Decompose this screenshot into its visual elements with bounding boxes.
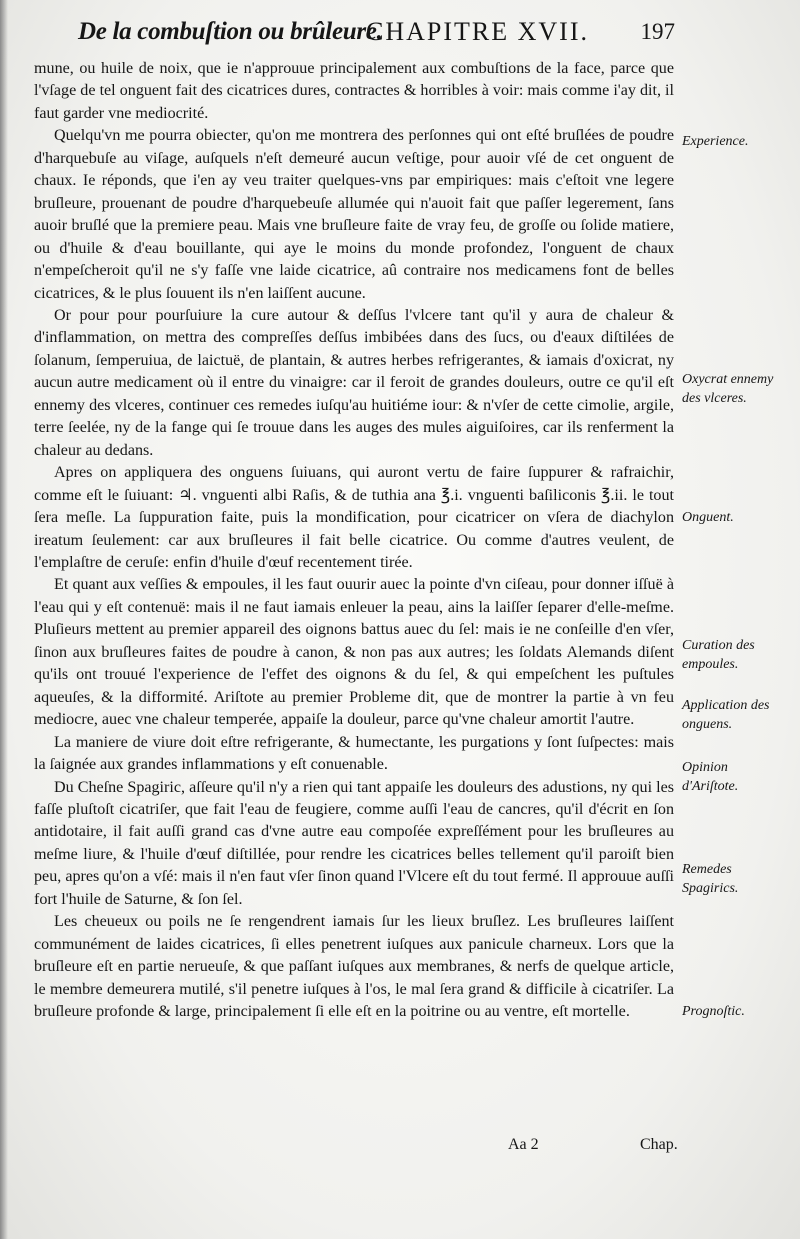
paragraph-empoules: Et quant aux veſſies & empoules, il les faut ouurir auec la pointe d'vn ciſeau, pour donner iſſuë à l'eau qui y eſt contenuë: mais il ne faut iamais enleuer la peau, ains la laiſſer ſeparer d'elle-meſme. Pluſieurs mettent au premier appareil des oignons battus auec du ſel: mais ie ne conſeille d'en vſer, ſinon aux bruſleures faites de poudre à canon, & non pas aux autres; les ſoldats Alemands diſent qu'ils ont trouué l'experience de l'effet des oignons & du ſel, & qui empeſchent les puſtules aqueuſes, & la difformité. Ariſtote au premier Probleme dit, que de montrer la partie à vn feu mediocre, auec vne chaleur temperée, appaiſe la douleur, parce qu'vne chaleur amortit l'autre.	[34, 576, 674, 729]
paragraph-experience: Quelqu'vn me pourra obiecter, qu'on me montrera des perſonnes qui ont eſté bruſlées de poudre d'harquebuſe au viſage, auſquels n'eſt demeuré aucun veſtige, pour auoir vſé de cet onguent de chaux. Ie réponds, que i'en ay veu traiter quelques-vns par empiriques: mais c'eſtoit vne legere bruſleure, prouenant de poudre d'harquebeuſe allumée qui n'auoit fait que paſſer legerement, ſans auoir bruſlé que la premiere peau. Mais vne bruſleure faite de vray feu, de groſſe ou ſolide matiere, ou d'huile & d'eau bouillante, qui aye le moins du monde profondez, l'onguent de chaux n'empeſcheroit qu'il ne s'y faſſe vne laide cicatrice, aû contraire nos medicamens font de belles cicatrices, & le plus ſouuent ils n'en laiſſent aucune.	[34, 127, 674, 302]
paragraph-spagiric: Du Cheſne Spagiric, aſſeure qu'il n'y a rien qui tant appaiſe les douleurs des adustions, ny qui les faſſe pluſtoſt cicatriſer, que fait l'eau de feugiere, comme auſſi l'eau de cancres, qu'il d'écrit en ſon antidotaire, il fait auſſi grand cas d'vne autre eau compoſée expreſſément pour les bruſleures au meſme liure, & l'huile d'œuf diſtillée, pour rendre les cicatrices belles tellement qu'il paroiſt bien peu, apres qu'on a vſé: mais il n'en faut vſer ſinon quand l'Vlcere eſt du tout fermé. Il approuue auſſi fort l'huile de Saturne, & ſon ſel.	[34, 778, 674, 908]
margin-note-remedes: Remedes Spagirics.	[682, 862, 739, 896]
main-text	[34, 58, 674, 1023]
margin-note-onguent: Onguent.	[682, 510, 734, 525]
catchword: Chap.	[640, 1136, 678, 1153]
chapter-heading: CHAPITRE XVII.	[366, 17, 589, 46]
paragraph-regime: La maniere de viure doit eſtre refrigerante, & humectante, les purgations y ſont ſuſpectes: mais la ſaignée aux grandes inflammations y eſt conuenable.	[34, 733, 674, 774]
paragraph-continuation: mune, ou huile de noix, que ie n'approuue principalement aux combuſtions de la face, parce que l'vſage de tel onguent fait des cicatrices dures, contractes & horribles à voir: mais comme i'ay dit, il faut garder vne mediocrité.	[34, 60, 674, 122]
margin-note-application: Application des onguens.	[682, 698, 770, 732]
page-number: 197	[640, 19, 675, 44]
running-title: De la combuſtion ou brûleure.	[78, 18, 383, 45]
margin-note-prognostic: Prognoſtic.	[682, 1004, 745, 1019]
signature-mark: Aa 2	[508, 1136, 539, 1153]
margin-note-experience: Experience.	[682, 134, 749, 149]
margin-note-aristote: Opinion d'Ariſtote.	[682, 760, 739, 794]
margin-note-oxycrat: Oxycrat ennemy des vlceres.	[682, 372, 774, 406]
margin-note-curation: Curation des empoules.	[682, 638, 755, 672]
page-edge-shadow	[0, 0, 8, 1239]
paragraph-cure: Or pour pour pourſuiure la cure autour & deſſus l'vlcere tant qu'il y aura de chaleur & d'inflammation, on mettra des compreſſes deſſus imbibées dans des ſucs, ou d'eaux diſtilées de ſolanum, ſemperuiua, de laictuë, de plantain, & autres herbes refrigerantes, & iamais d'oxicrat, ny aucun autre medicament où il entre du vinaigre: car il feroit de grandes douleurs, outre ce qu'il eſt ennemy des vlceres, continuer ces remedes iuſqu'au huitiéme iour: & n'vſer de cette cimolie, argile, terre ſeelée, ny de la fange qui ſe trouue dans les auges des mules aiguiſoires, car ils renferment la chaleur au dedans.	[34, 306, 674, 459]
paragraph-onguent: Apres on appliquera des onguens ſuiuans, qui auront vertu de faire ſuppurer & rafraichir, comme eſt le ſuiuant: ♃. vnguenti albi Raſis, & de tuthia ana ℥.i. vnguenti baſiliconis ℥.ii. le tout ſera meſle. La ſuppuration faite, puis la mondification, pour cicatricer on vſera de diachylon ireatum ſeulement: car aux bruſleures il fait belle cicatrice. Ou comme d'autres veulent, de l'emplaſtre de ceruſe: enfin d'huile d'œuf recentement tirée.	[34, 464, 674, 571]
page-header	[70, 14, 675, 54]
paragraph-prognostic: Les cheueux ou poils ne ſe rengendrent iamais ſur les lieux bruſlez. Les bruſleures laiſſent communément de laides cicatrices, ſi elles penetrent iuſques aux panicule charneux. Lors que la bruſleure eſt en partie nerueuſe, & que paſſant iuſques aux membranes, & nerfs de quelque article, le membre demeurera mutilé, s'il penetre iuſques à l'os, le mal ſera grand & difficile à cicatriſer. La bruſleure profonde & large, principalement ſi elle eſt en la poitrine ou au ventre, eſt mortelle.	[34, 913, 674, 1021]
